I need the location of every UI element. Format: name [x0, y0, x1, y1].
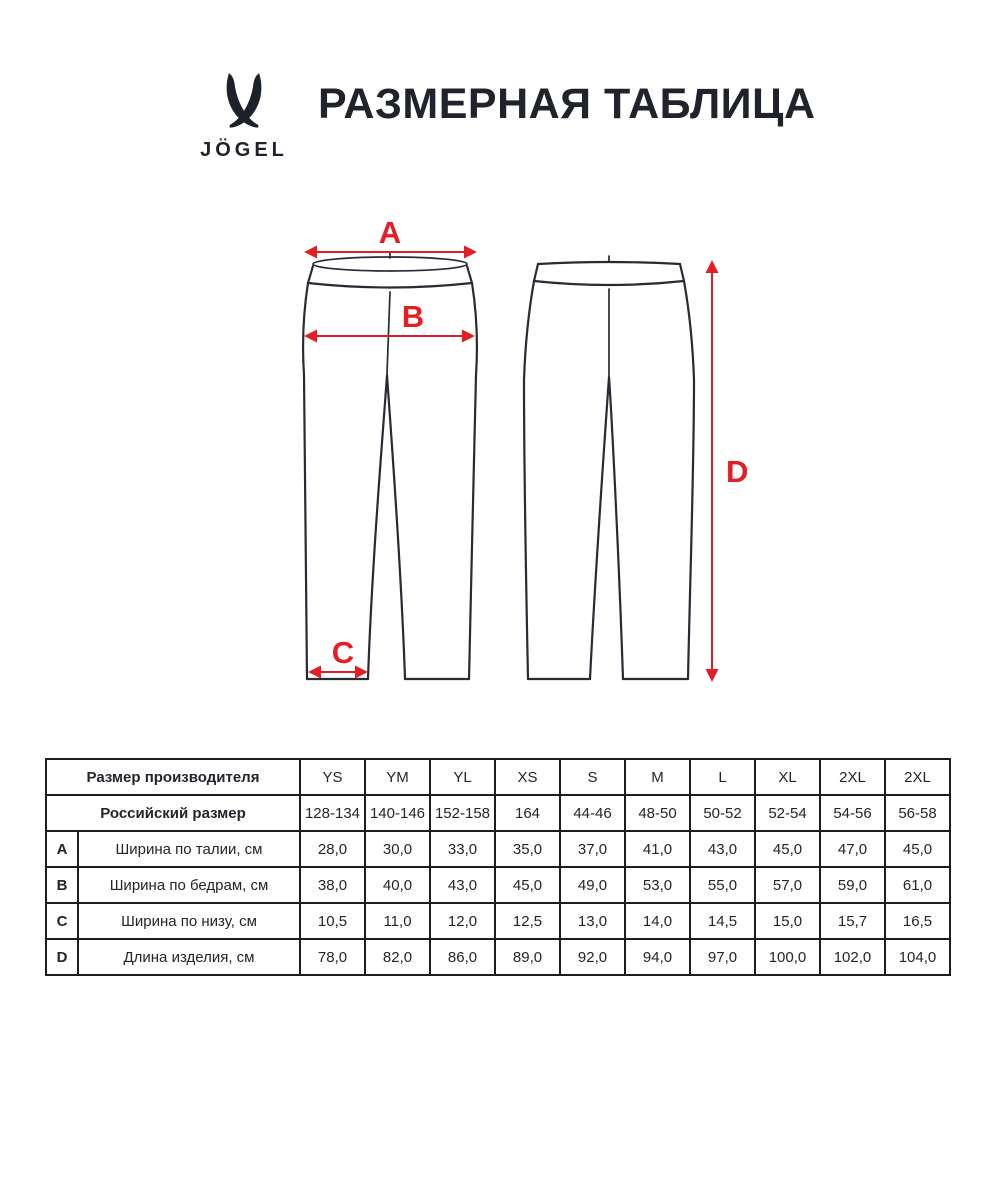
measurement-key-cell: A [46, 831, 78, 867]
size-code-cell: 44-46 [560, 795, 625, 831]
size-code-cell: 128-134 [300, 795, 365, 831]
measurement-value-cell: 102,0 [820, 939, 885, 975]
measurement-value-cell: 43,0 [690, 831, 755, 867]
label-b: B [401, 299, 425, 334]
measurement-value-cell: 78,0 [300, 939, 365, 975]
back-view-pants [524, 256, 694, 679]
measurement-value-cell: 45,0 [495, 867, 560, 903]
measurement-value-cell: 33,0 [430, 831, 495, 867]
brand-wordmark: JÖGEL [200, 139, 288, 161]
size-code-cell: M [625, 759, 690, 795]
measurement-value-cell: 100,0 [755, 939, 820, 975]
measurement-value-cell: 55,0 [690, 867, 755, 903]
measurement-row [46, 867, 950, 903]
measurement-value-cell: 82,0 [365, 939, 430, 975]
measurement-value-cell: 89,0 [495, 939, 560, 975]
measurement-value-cell: 16,5 [885, 903, 950, 939]
measurement-value-cell: 13,0 [560, 903, 625, 939]
measurement-value-cell: 30,0 [365, 831, 430, 867]
measurement-value-cell: 15,0 [755, 903, 820, 939]
size-code-cell: 152-158 [430, 795, 495, 831]
size-code-cell: S [560, 759, 625, 795]
front-view-pants [303, 253, 477, 679]
size-code-cell: 140-146 [365, 795, 430, 831]
size-header-label: Российский размер [46, 795, 300, 831]
measurement-value-cell: 61,0 [885, 867, 950, 903]
size-header-row [46, 795, 950, 831]
label-c: C [331, 635, 355, 670]
measurement-value-cell: 47,0 [820, 831, 885, 867]
size-table [45, 758, 951, 976]
measurement-value-cell: 11,0 [365, 903, 430, 939]
size-code-cell: XS [495, 759, 560, 795]
size-header-label: Размер производителя [46, 759, 300, 795]
measurement-value-cell: 12,5 [495, 903, 560, 939]
measurement-key-cell: B [46, 867, 78, 903]
size-code-cell: 54-56 [820, 795, 885, 831]
measurement-value-cell: 41,0 [625, 831, 690, 867]
size-code-cell: YS [300, 759, 365, 795]
measurement-value-cell: 38,0 [300, 867, 365, 903]
measurement-value-cell: 104,0 [885, 939, 950, 975]
size-code-cell: 50-52 [690, 795, 755, 831]
size-code-cell: 56-58 [885, 795, 950, 831]
measurement-value-cell: 40,0 [365, 867, 430, 903]
measurement-value-cell: 53,0 [625, 867, 690, 903]
measurement-value-cell: 59,0 [820, 867, 885, 903]
size-code-cell: 2XL [820, 759, 885, 795]
measurement-value-cell: 45,0 [755, 831, 820, 867]
size-code-cell: 2XL [885, 759, 950, 795]
measurement-value-cell: 28,0 [300, 831, 365, 867]
measurement-key-cell: D [46, 939, 78, 975]
measurement-value-cell: 14,5 [690, 903, 755, 939]
measurement-value-cell: 94,0 [625, 939, 690, 975]
size-code-cell: XL [755, 759, 820, 795]
measurement-value-cell: 43,0 [430, 867, 495, 903]
measurement-value-cell: 14,0 [625, 903, 690, 939]
measurement-value-cell: 37,0 [560, 831, 625, 867]
measurement-value-cell: 45,0 [885, 831, 950, 867]
label-a: A [378, 215, 402, 250]
measurement-value-cell: 35,0 [495, 831, 560, 867]
measurement-label-cell: Ширина по талии, см [78, 831, 300, 867]
measurement-value-cell: 49,0 [560, 867, 625, 903]
size-code-cell: YM [365, 759, 430, 795]
measurement-key-cell: C [46, 903, 78, 939]
size-table-wrap [45, 758, 951, 976]
measurement-value-cell: 57,0 [755, 867, 820, 903]
measurement-row [46, 939, 950, 975]
measurement-value-cell: 97,0 [690, 939, 755, 975]
measurement-label-cell: Ширина по низу, см [78, 903, 300, 939]
measurement-row [46, 903, 950, 939]
size-header-row [46, 759, 950, 795]
measurement-value-cell: 12,0 [430, 903, 495, 939]
size-code-cell: L [690, 759, 755, 795]
page-title: РАЗМЕРНАЯ ТАБЛИЦА [318, 80, 816, 128]
measurement-value-cell: 15,7 [820, 903, 885, 939]
measurement-row [46, 831, 950, 867]
size-code-cell: 52-54 [755, 795, 820, 831]
measurement-value-cell: 92,0 [560, 939, 625, 975]
measurement-label-cell: Длина изделия, см [78, 939, 300, 975]
measurement-value-cell: 10,5 [300, 903, 365, 939]
label-d: D [726, 454, 749, 489]
size-code-cell: 48-50 [625, 795, 690, 831]
measurement-value-cell: 86,0 [430, 939, 495, 975]
size-code-cell: YL [430, 759, 495, 795]
measurement-label-cell: Ширина по бедрам, см [78, 867, 300, 903]
size-code-cell: 164 [495, 795, 560, 831]
